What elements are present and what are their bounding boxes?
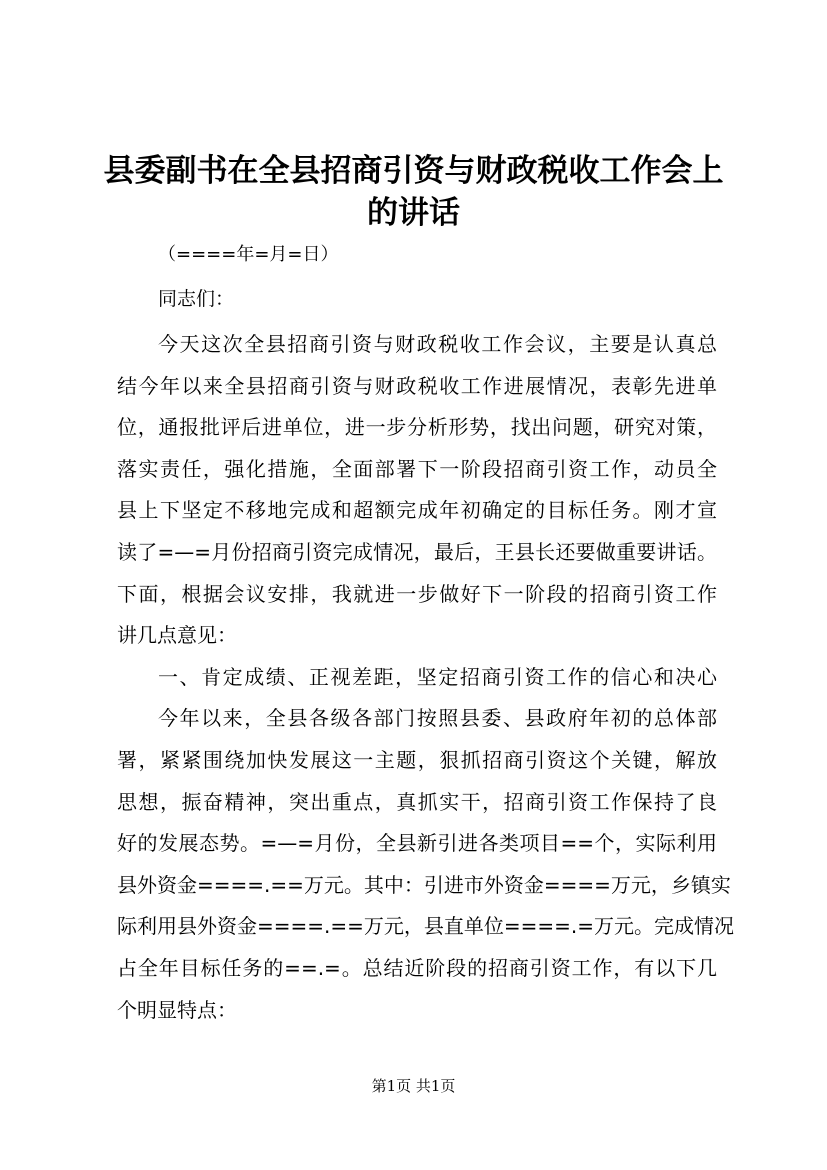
paragraph-line: 好的发展态势。=—=月份，全县新引进各类项目==个，实际利用 [117, 831, 717, 856]
paragraph-line: 今年以来，全县各级各部门按照县委、县政府年初的总体部 [158, 706, 717, 731]
paragraph-line: 县上下坚定不移地完成和超额完成年初确定的目标任务。刚才宣 [117, 498, 717, 523]
salutation: 同志们： [158, 288, 235, 310]
date-line: （====年=月=日） [158, 244, 339, 265]
paragraph-line: 县外资金====.==万元。其中：引进市外资金====万元，乡镇实 [117, 872, 731, 897]
paragraph-line: 读了=—=月份招商引资完成情况，最后，王县长还要做重要讲话。 [117, 539, 717, 564]
document-body [117, 324, 735, 1031]
paragraph-line: 今天这次全县招商引资与财政税收工作会议，主要是认真总 [158, 332, 717, 356]
paragraph-line: 际利用县外资金====.==万元，县直单位====.=万元。完成情况 [117, 914, 735, 939]
page-footer: 第1页 共1页 [371, 1077, 456, 1095]
paragraph-line: 思想，振奋精神，突出重点，真抓实干，招商引资工作保持了良 [117, 789, 717, 814]
paragraph-line: 个明显特点： [117, 997, 237, 1022]
paragraph-line: 位，通报批评后进单位，进一步分析形势，找出问题，研究对策， [117, 415, 717, 440]
paragraph-line: 落实责任，强化措施，全面部署下一阶段招商引资工作，动员全 [117, 456, 717, 481]
document-title [100, 150, 727, 234]
section-heading: 一、肯定成绩、正视差距，坚定招商引资工作的信心和决心 [158, 664, 717, 689]
paragraph-line: 占全年目标任务的==.=。总结近阶段的招商引资工作，有以下几 [117, 955, 717, 980]
paragraph-line: 讲几点意见： [117, 623, 237, 648]
title-line-2: 的讲话 [367, 195, 460, 231]
paragraph-line: 下面，根据会议安排，我就进一步做好下一阶段的招商引资工作 [117, 581, 717, 606]
paragraph-line: 结今年以来全县招商引资与财政税收工作进展情况，表彰先进单 [117, 373, 717, 398]
paragraph-line: 署，紧紧围绕加快发展这一主题，狠抓招商引资这个关键，解放 [117, 747, 717, 772]
title-line-1: 县委副书在全县招商引资与财政税收工作会上 [103, 153, 724, 189]
